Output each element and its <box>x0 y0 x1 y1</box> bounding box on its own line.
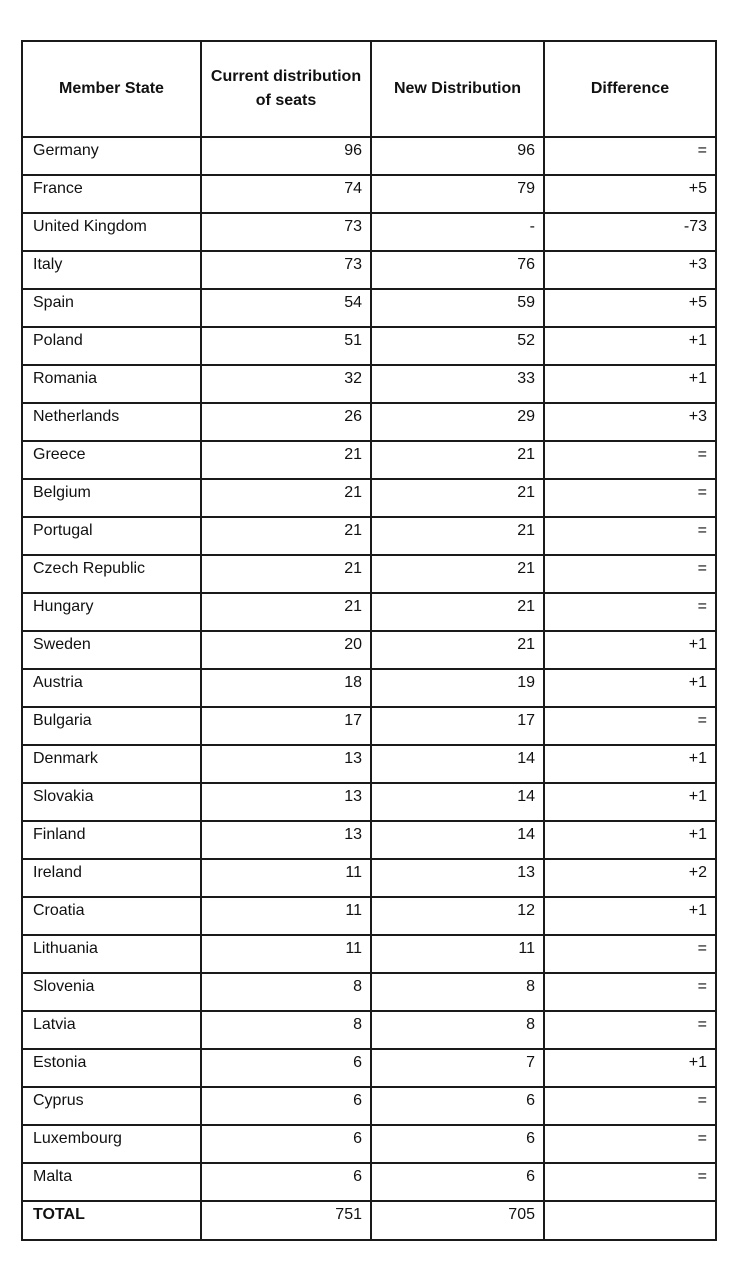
cell-current-seats: 96 <box>201 137 371 175</box>
cell-new-seats: 14 <box>371 821 544 859</box>
cell-new-seats: 7 <box>371 1049 544 1087</box>
cell-new-seats: 29 <box>371 403 544 441</box>
cell-current-seats: 21 <box>201 441 371 479</box>
table-row <box>22 707 716 745</box>
cell-member-state: Germany <box>22 137 201 175</box>
cell-new-seats: 12 <box>371 897 544 935</box>
cell-current-seats: 13 <box>201 821 371 859</box>
cell-member-state: Greece <box>22 441 201 479</box>
cell-difference: +2 <box>544 859 716 897</box>
cell-member-state: Hungary <box>22 593 201 631</box>
cell-difference: +1 <box>544 631 716 669</box>
table-row <box>22 1163 716 1201</box>
table-row <box>22 859 716 897</box>
cell-member-state: Slovakia <box>22 783 201 821</box>
cell-difference: +5 <box>544 289 716 327</box>
header-new-distribution: New Distribution <box>371 41 544 137</box>
cell-member-state: Netherlands <box>22 403 201 441</box>
table-row <box>22 251 716 289</box>
cell-current-seats: 8 <box>201 1011 371 1049</box>
cell-difference: +1 <box>544 1049 716 1087</box>
cell-current-seats: 6 <box>201 1087 371 1125</box>
cell-new-seats: 21 <box>371 517 544 555</box>
cell-current-seats: 11 <box>201 935 371 973</box>
cell-member-state: Czech Republic <box>22 555 201 593</box>
table-row <box>22 1087 716 1125</box>
table-row <box>22 479 716 517</box>
cell-difference: = <box>544 1087 716 1125</box>
cell-current-seats: 13 <box>201 745 371 783</box>
table-row <box>22 213 716 251</box>
cell-difference: = <box>544 935 716 973</box>
cell-member-state: Cyprus <box>22 1087 201 1125</box>
cell-difference: +1 <box>544 365 716 403</box>
cell-current-seats: 73 <box>201 251 371 289</box>
total-row <box>22 1201 716 1240</box>
table-row <box>22 935 716 973</box>
total-current: 751 <box>201 1201 371 1240</box>
cell-member-state: Denmark <box>22 745 201 783</box>
cell-member-state: Portugal <box>22 517 201 555</box>
cell-new-seats: 33 <box>371 365 544 403</box>
cell-new-seats: - <box>371 213 544 251</box>
cell-new-seats: 8 <box>371 1011 544 1049</box>
cell-difference: +5 <box>544 175 716 213</box>
cell-current-seats: 21 <box>201 479 371 517</box>
cell-new-seats: 6 <box>371 1087 544 1125</box>
table-row <box>22 289 716 327</box>
table-row <box>22 403 716 441</box>
cell-new-seats: 8 <box>371 973 544 1011</box>
cell-current-seats: 21 <box>201 593 371 631</box>
cell-member-state: Bulgaria <box>22 707 201 745</box>
table-row <box>22 441 716 479</box>
cell-member-state: Luxembourg <box>22 1125 201 1163</box>
cell-new-seats: 21 <box>371 631 544 669</box>
cell-current-seats: 18 <box>201 669 371 707</box>
seat-distribution-table <box>21 40 717 1241</box>
cell-new-seats: 76 <box>371 251 544 289</box>
cell-member-state: France <box>22 175 201 213</box>
table-row <box>22 973 716 1011</box>
header-difference: Difference <box>544 41 716 137</box>
cell-member-state: Slovenia <box>22 973 201 1011</box>
cell-difference: = <box>544 1011 716 1049</box>
cell-difference: = <box>544 1125 716 1163</box>
cell-current-seats: 6 <box>201 1125 371 1163</box>
total-new: 705 <box>371 1201 544 1240</box>
cell-member-state: Sweden <box>22 631 201 669</box>
cell-difference: = <box>544 555 716 593</box>
cell-current-seats: 13 <box>201 783 371 821</box>
cell-new-seats: 11 <box>371 935 544 973</box>
cell-current-seats: 17 <box>201 707 371 745</box>
table-body <box>22 137 716 1201</box>
table-row <box>22 555 716 593</box>
cell-difference: +3 <box>544 403 716 441</box>
cell-current-seats: 8 <box>201 973 371 1011</box>
cell-member-state: United Kingdom <box>22 213 201 251</box>
total-difference <box>544 1201 716 1240</box>
cell-current-seats: 11 <box>201 897 371 935</box>
cell-new-seats: 6 <box>371 1163 544 1201</box>
cell-difference: = <box>544 479 716 517</box>
cell-new-seats: 52 <box>371 327 544 365</box>
cell-member-state: Spain <box>22 289 201 327</box>
cell-difference: = <box>544 441 716 479</box>
cell-member-state: Poland <box>22 327 201 365</box>
cell-difference: +3 <box>544 251 716 289</box>
table-row <box>22 175 716 213</box>
cell-difference: +1 <box>544 897 716 935</box>
cell-difference: = <box>544 1163 716 1201</box>
table-row <box>22 1011 716 1049</box>
cell-current-seats: 20 <box>201 631 371 669</box>
cell-difference: = <box>544 707 716 745</box>
cell-difference: = <box>544 593 716 631</box>
header-member-state: Member State <box>22 41 201 137</box>
cell-member-state: Romania <box>22 365 201 403</box>
cell-member-state: Croatia <box>22 897 201 935</box>
cell-new-seats: 21 <box>371 593 544 631</box>
cell-current-seats: 32 <box>201 365 371 403</box>
cell-difference: +1 <box>544 327 716 365</box>
cell-difference: = <box>544 973 716 1011</box>
cell-difference: +1 <box>544 821 716 859</box>
cell-new-seats: 79 <box>371 175 544 213</box>
cell-current-seats: 74 <box>201 175 371 213</box>
cell-difference: +1 <box>544 783 716 821</box>
cell-new-seats: 21 <box>371 441 544 479</box>
cell-member-state: Lithuania <box>22 935 201 973</box>
total-label: TOTAL <box>22 1201 201 1240</box>
cell-new-seats: 96 <box>371 137 544 175</box>
cell-new-seats: 13 <box>371 859 544 897</box>
table-row <box>22 593 716 631</box>
table-row <box>22 669 716 707</box>
header-row <box>22 41 716 137</box>
table-row <box>22 517 716 555</box>
table-row <box>22 365 716 403</box>
cell-new-seats: 21 <box>371 479 544 517</box>
table-footer <box>22 1201 716 1240</box>
table-row <box>22 1049 716 1087</box>
cell-difference: = <box>544 517 716 555</box>
cell-current-seats: 11 <box>201 859 371 897</box>
cell-difference: +1 <box>544 745 716 783</box>
cell-new-seats: 21 <box>371 555 544 593</box>
cell-current-seats: 26 <box>201 403 371 441</box>
cell-difference: -73 <box>544 213 716 251</box>
cell-new-seats: 17 <box>371 707 544 745</box>
cell-new-seats: 6 <box>371 1125 544 1163</box>
table-row <box>22 137 716 175</box>
cell-member-state: Finland <box>22 821 201 859</box>
cell-member-state: Austria <box>22 669 201 707</box>
cell-difference: = <box>544 137 716 175</box>
cell-current-seats: 51 <box>201 327 371 365</box>
cell-member-state: Ireland <box>22 859 201 897</box>
cell-new-seats: 14 <box>371 783 544 821</box>
table-header <box>22 41 716 137</box>
table-row <box>22 1125 716 1163</box>
table-row <box>22 897 716 935</box>
cell-new-seats: 19 <box>371 669 544 707</box>
table-row <box>22 631 716 669</box>
cell-member-state: Belgium <box>22 479 201 517</box>
cell-new-seats: 59 <box>371 289 544 327</box>
cell-member-state: Estonia <box>22 1049 201 1087</box>
cell-member-state: Latvia <box>22 1011 201 1049</box>
cell-current-seats: 21 <box>201 555 371 593</box>
cell-current-seats: 54 <box>201 289 371 327</box>
cell-new-seats: 14 <box>371 745 544 783</box>
header-current-distribution: Current distribution of seats <box>201 41 371 137</box>
cell-current-seats: 6 <box>201 1163 371 1201</box>
cell-member-state: Italy <box>22 251 201 289</box>
table-row <box>22 783 716 821</box>
table-row <box>22 821 716 859</box>
cell-current-seats: 73 <box>201 213 371 251</box>
table-row <box>22 745 716 783</box>
cell-member-state: Malta <box>22 1163 201 1201</box>
table-row <box>22 327 716 365</box>
cell-current-seats: 6 <box>201 1049 371 1087</box>
cell-difference: +1 <box>544 669 716 707</box>
cell-current-seats: 21 <box>201 517 371 555</box>
